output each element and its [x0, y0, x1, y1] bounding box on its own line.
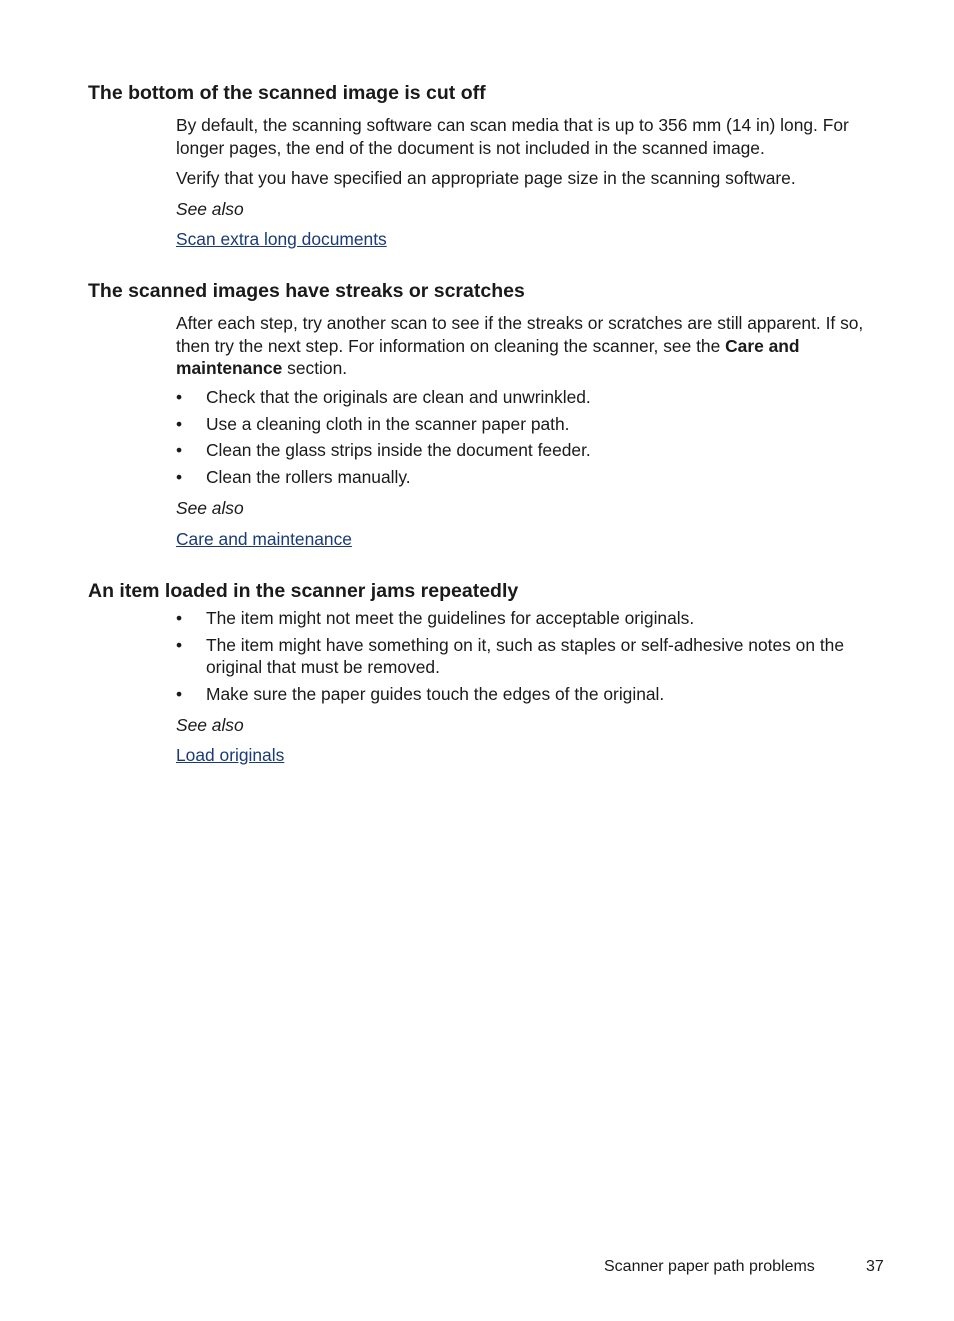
section2-bullet-list	[176, 386, 888, 488]
section2-paragraph-start: After each step, try another scan to see if the streaks or scratches are still apparent. If so, then try the next step. For information on cleaning the scanner, see the	[176, 313, 864, 356]
section2-paragraph	[176, 312, 888, 380]
bullet-icon: •	[176, 387, 183, 407]
list-item	[176, 607, 888, 630]
bullet-icon: •	[176, 413, 183, 434]
section2-see-also: See also	[176, 498, 244, 518]
section1-paragraph-default: By default, the scanning software can scan media that is up to 356 mm (14 in) long. For longer pages, the end of the document is not included in the scanned image.	[176, 115, 849, 158]
bullet-icon: •	[176, 466, 183, 487]
link-scan-extra-long-documents[interactable]: Scan extra long documents	[176, 229, 387, 249]
list-item-text: The item might not meet the guidelines for acceptable originals.	[206, 608, 695, 628]
list-item	[176, 439, 888, 462]
section2-paragraph-end: section.	[282, 358, 348, 378]
list-item	[176, 413, 888, 436]
list-item-text: Make sure the paper guides touch the edges of the original.	[206, 683, 665, 704]
list-item-text: Use a cleaning cloth in the scanner paper path.	[206, 413, 570, 434]
section2-paragraph-bold: Care and maintenance	[176, 335, 800, 378]
list-item-text: Check that the originals are clean and unwrinkled.	[206, 387, 591, 407]
section1-paragraph-verify: Verify that you have specified an appropriate page size in the scanning software.	[176, 168, 796, 188]
section3-see-also: See also	[176, 715, 244, 735]
section1-see-also: See also	[176, 199, 244, 219]
list-item	[176, 683, 888, 706]
list-item	[176, 634, 888, 679]
bullet-icon: •	[176, 683, 183, 704]
bullet-icon: •	[176, 440, 183, 460]
footer-section-title: Scanner paper path problems	[604, 1258, 815, 1275]
section-heading-cut-off: The bottom of the scanned image is cut off	[88, 82, 486, 104]
link-load-originals[interactable]: Load originals	[176, 745, 285, 765]
list-item-text: Clean the glass strips inside the document feeder.	[206, 440, 591, 460]
section3-bullet-list	[176, 607, 888, 705]
section-heading-streaks: The scanned images have streaks or scratches	[88, 280, 525, 302]
link-care-and-maintenance[interactable]: Care and maintenance	[176, 529, 352, 549]
list-item-text: The item might have something on it, such as staples or self-adhesive notes on the original that must be removed.	[206, 634, 845, 677]
section-heading-jams: An item loaded in the scanner jams repeatedly	[88, 580, 519, 602]
page-number: 37	[866, 1258, 884, 1275]
list-item	[176, 466, 888, 489]
list-item	[176, 386, 888, 409]
bullet-icon: •	[176, 634, 183, 655]
bullet-icon: •	[176, 608, 183, 628]
list-item-text: Clean the rollers manually.	[206, 466, 411, 487]
